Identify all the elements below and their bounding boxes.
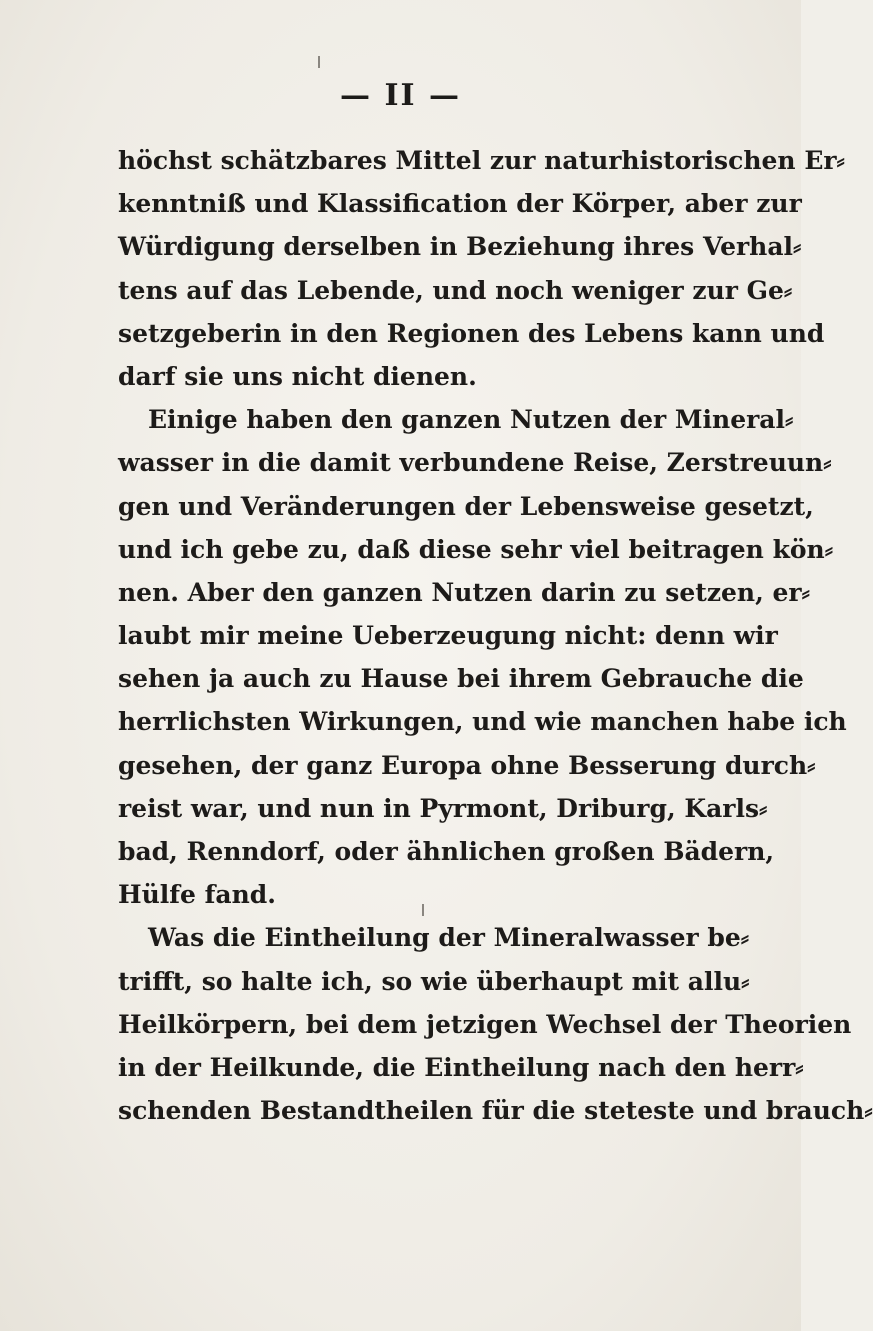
text-line: Hülfe fand.: [118, 880, 276, 910]
page-number-header: — II —: [340, 78, 461, 113]
text-line: schenden Bestandtheilen für die steteste und brauch⸗: [118, 1096, 873, 1126]
text-line: und ich gebe zu, daß diese sehr viel beitragen kön⸗: [118, 534, 834, 564]
text-line: darf sie uns nicht dienen.: [118, 361, 477, 391]
text-line: Würdigung derselben in Beziehung ihres Verhal⸗: [118, 232, 802, 262]
text-line: tens auf das Lebende, und noch weniger zur Ge⸗: [118, 275, 793, 305]
text-line: setzgeberin in den Regionen des Lebens kann und: [118, 318, 825, 348]
text-line: herrlichsten Wirkungen, und wie manchen habe ich: [118, 707, 847, 737]
text-line: in der Heilkunde, die Eintheilung nach den herr⸗: [118, 1052, 804, 1082]
text-line: trifft, so halte ich, so wie überhaupt mit allu⸗: [118, 966, 750, 996]
text-line: gen und Veränderungen der Lebensweise gesetzt,: [118, 491, 814, 521]
text-line: bad, Renndorf, oder ähnlichen großen Bädern,: [118, 837, 775, 866]
text-line: Was die Eintheilung der Mineralwasser be⸗: [148, 923, 750, 953]
text-line: gesehen, der ganz Europa ohne Besserung durch⸗: [118, 750, 816, 780]
text-line: Heilkörpern, bei dem jetzigen Wechsel der Theorien: [118, 1009, 852, 1039]
text-line: Einige haben den ganzen Nutzen der Mineral⸗: [148, 405, 794, 435]
scan-speck: [318, 56, 320, 68]
text-line: wasser in die damit verbundene Reise, Zerstreuun⸗: [118, 448, 832, 478]
body-text: [118, 139, 873, 1132]
text-line: kenntniß und Klassification der Körper, aber zur: [118, 189, 802, 219]
text-line: nen. Aber den ganzen Nutzen darin zu setzen, er⸗: [118, 577, 810, 607]
text-line: laubt mir meine Ueberzeugung nicht: denn wir: [118, 621, 778, 651]
text-line: sehen ja auch zu Hause bei ihrem Gebrauche die: [118, 664, 804, 694]
text-line: höchst schätzbares Mittel zur naturhistorischen Er⸗: [118, 146, 845, 175]
text-line: reist war, und nun in Pyrmont, Driburg, Karls⸗: [118, 793, 768, 823]
